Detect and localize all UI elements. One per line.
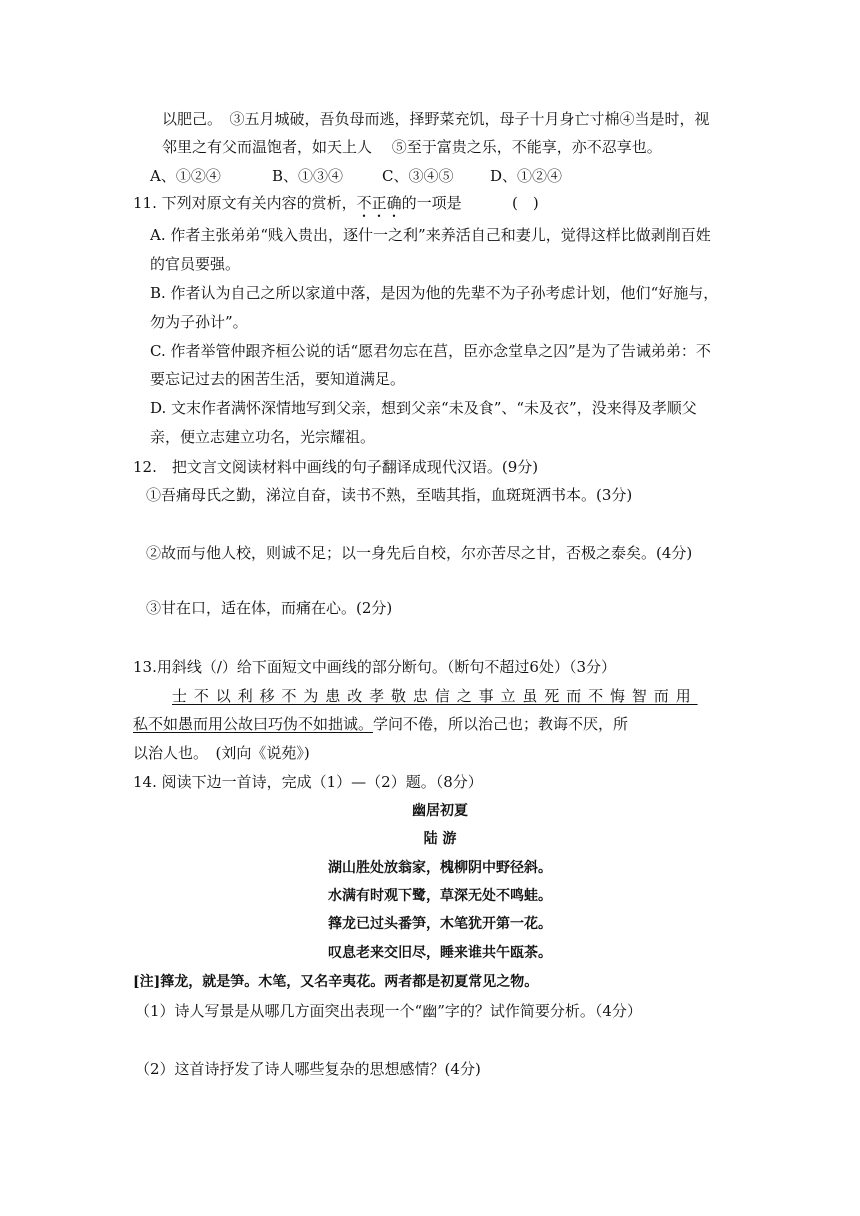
q13-underlined-line-1: 士不以利移不为患改孝敬忠信之事立虽死而不悔智而用	[172, 687, 698, 705]
poem-title: 幽居初夏	[412, 803, 468, 819]
q11-option-d-line1: D. 文末作者满怀深情地写到父亲，想到父亲“未及食”、“未及衣”，没来得及孝顺父	[150, 399, 697, 417]
q11-stem-emphasis: 不正确	[356, 194, 402, 212]
q14-stem: 14. 阅读下边一首诗，完成（1）—（2）题。（8分）	[133, 773, 483, 791]
q13-line-2	[133, 714, 628, 734]
q11-option-b-line1: B. 作者认为自己之所以家道中落，是因为他的先辈不为子孙考虑计划，他们“好施与，	[150, 284, 719, 302]
q12-sentence-2: ②故而与他人校，则诚不足；以一身先后自校，尔亦苦尽之甘，否极之泰矣。(4分)	[146, 544, 693, 562]
q11-option-b-line2: 勿为子孙计”。	[150, 313, 248, 331]
q13-line-2-rest: 学问不倦，所以治己也；教诲不厌，所	[373, 715, 629, 733]
q11-option-c-line2: 要忘记过去的困苦生活，要知道满足。	[150, 370, 406, 388]
passage-line-2: 邻里之有父而温饱者，如天上人 ⑤至于富贵之乐，不能享，亦不忍享也。	[162, 138, 662, 156]
option-c: C、③④⑤	[382, 167, 454, 185]
q11-stem-post: 的一项是	[401, 194, 462, 212]
option-b: B、①③④	[272, 167, 344, 185]
q14-subquestion-2: （2）这首诗抒发了诗人哪些复杂的思想感情？(4分)	[135, 1060, 481, 1078]
q14-subquestion-1: （1）诗人写景是从哪几方面突出表现一个“幽”字的？试作简要分析。（4分）	[135, 1002, 642, 1020]
q11-stem	[133, 193, 462, 221]
q11-stem-pre: 11. 下列对原文有关内容的赏析，	[133, 194, 357, 212]
q13-underlined-line-2: 私不如愚而用公故曰巧伪不如拙诚。	[133, 715, 374, 733]
poem-line-4: 叹息老来交旧尽，睡来谁共午瓯茶。	[328, 945, 552, 961]
poem-note: [注]箨龙，就是笋。木笔，又名辛夷花。两者都是初夏常见之物。	[133, 974, 539, 990]
q13-line-3: 以治人也。 (刘向《说苑》)	[133, 744, 310, 762]
poem-line-3: 箨龙已过头番笋，木笔犹开第一花。	[328, 916, 552, 932]
q11-option-c-line1: C. 作者举管仲跟齐桓公说的话“愿君勿忘在莒，臣亦念堂阜之囚”是为了告诫弟弟：不	[150, 342, 711, 360]
option-d: D、①②④	[490, 167, 563, 185]
poem-line-2: 水满有时观下鹭，草深无处不鸣蛙。	[328, 888, 552, 904]
poem-line-1: 湖山胜处放翁家，槐柳阴中野径斜。	[328, 860, 552, 876]
q11-option-d-line2: 亲，便立志建立功名，光宗耀祖。	[150, 428, 376, 446]
options-row	[150, 166, 562, 186]
q12-stem: 12. 把文言文阅读材料中画线的句子翻译成现代汉语。(9分)	[133, 458, 539, 476]
q12-sentence-1: ①吾痛母氏之勤，涕泣自奋，读书不熟，至啮其指，血斑斑洒书本。(3分)	[146, 486, 633, 504]
q11-answer-paren: ( )	[512, 194, 539, 212]
option-a: A、①②④	[150, 167, 221, 185]
q11-option-a-line1: A. 作者主张弟弟“贱入贵出，逐什一之利”来养活自己和妻儿，觉得这样比做剥削百姓	[150, 226, 711, 244]
q12-sentence-3: ③甘在口，适在体，而痛在心。(2分)	[146, 599, 393, 617]
q13-stem: 13.用斜线（/）给下面短文中画线的部分断句。（断句不超过6处）（3分）	[133, 658, 616, 676]
q11-option-a-line2: 的官员要强。	[150, 255, 241, 273]
passage-line-1: 以肥己。 ③五月城破，吾负母而逃，择野菜充饥，母子十月身亡寸棉④当是时，视	[162, 110, 710, 128]
poem-author: 陆 游	[423, 831, 457, 847]
